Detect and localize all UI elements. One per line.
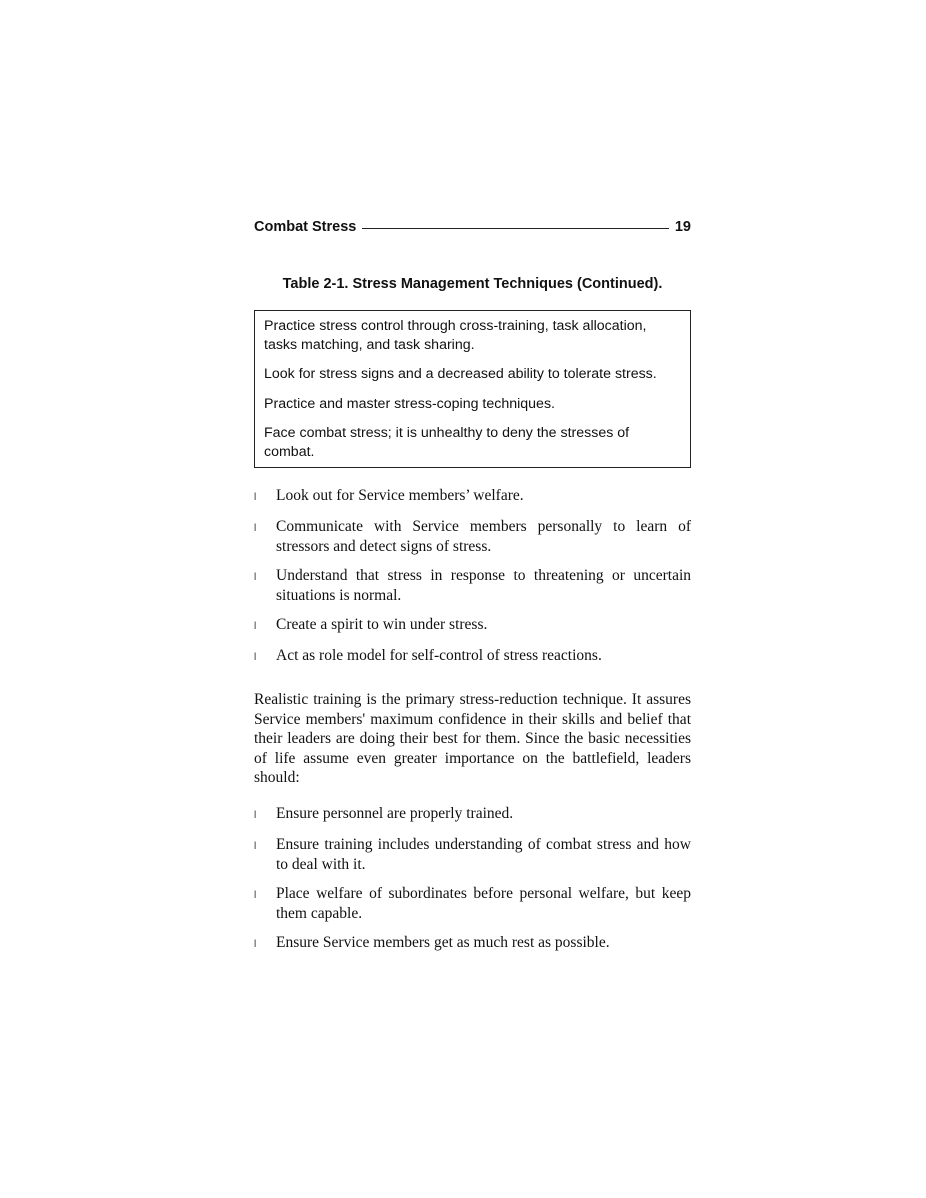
list-item	[254, 566, 691, 606]
bullet-marker: l	[254, 938, 257, 950]
header-rule	[362, 228, 669, 229]
stress-techniques-table	[254, 310, 691, 468]
list-item-text: Create a spirit to win under stress.	[276, 616, 488, 633]
bullet-list-leader-actions	[254, 486, 691, 668]
list-item	[254, 615, 691, 637]
list-item-text: Communicate with Service members personally to learn of stressors and detect signs of stress.	[276, 518, 691, 555]
table-row: Face combat stress; it is unhealthy to deny the stresses of combat.	[264, 425, 630, 460]
section-title: Combat Stress	[254, 219, 357, 235]
table-row: Look for stress signs and a decreased ability to tolerate stress.	[264, 366, 657, 382]
document-page	[254, 216, 691, 964]
bullet-marker: l	[254, 523, 257, 534]
list-item-text: Understand that stress in response to threatening or uncertain situations is normal.	[276, 567, 691, 604]
list-item	[254, 933, 691, 955]
bullet-marker: l	[254, 889, 257, 901]
bullet-list-leaders-should	[254, 804, 691, 955]
body-paragraph: Realistic training is the primary stress-reduction technique. It assures Service members' maximum confidence in their skills and belief that their leaders are doing their best for them. Since the basic necessities of life assume even greater importance on the battlefield, leaders should:	[254, 691, 691, 786]
list-item	[254, 835, 691, 875]
list-item-text: Ensure training includes understanding of combat stress and how to deal with it.	[276, 835, 691, 873]
bullet-marker: l	[254, 492, 257, 503]
list-item	[254, 486, 691, 508]
list-item	[254, 646, 691, 668]
list-item-text: Place welfare of subordinates before personal welfare, but keep them capable.	[276, 884, 691, 922]
bullet-marker: l	[254, 809, 257, 821]
page-number: 19	[674, 219, 691, 235]
running-header	[254, 216, 691, 238]
list-item-text: Look out for Service members’ welfare.	[276, 487, 524, 504]
list-item	[254, 517, 691, 557]
bullet-marker: l	[254, 652, 257, 663]
bullet-marker: l	[254, 572, 257, 583]
list-item	[254, 884, 691, 924]
list-item	[254, 804, 691, 826]
list-item-text: Act as role model for self-control of stress reactions.	[276, 647, 602, 664]
list-item-text: Ensure Service members get as much rest as possible.	[276, 933, 610, 951]
table-caption: Table 2-1. Stress Management Techniques (Continued).	[282, 276, 663, 292]
list-item-text: Ensure personnel are properly trained.	[276, 804, 514, 822]
table-row: Practice stress control through cross-training, task allocation, tasks matching, and task sharing.	[264, 318, 647, 353]
table-row: Practice and master stress-coping techniques.	[264, 395, 555, 412]
bullet-marker: l	[254, 840, 257, 852]
bullet-marker: l	[254, 621, 257, 632]
